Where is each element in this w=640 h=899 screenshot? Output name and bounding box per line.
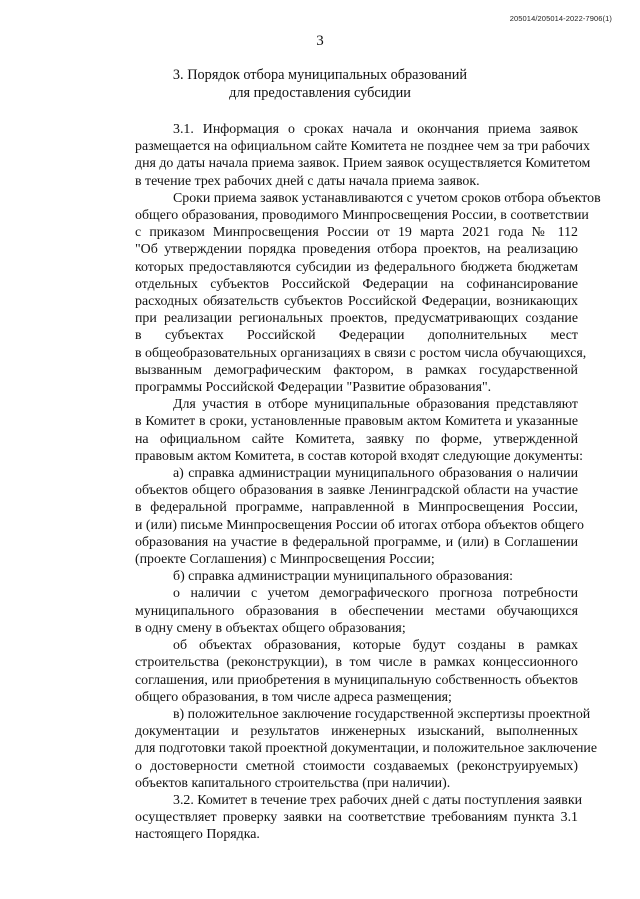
text-line: общего образования, в том числе адреса размещения; (135, 689, 452, 705)
text-line: общего образования, проводимого Минпросвещения России, в соответствии (135, 208, 589, 224)
text-line: правовым актом Комитета, в состав которой входят следующие документы: (135, 448, 583, 464)
text-line: в) положительное заключение государственной экспертизы проектной (173, 706, 591, 722)
text-line: в одну смену в объектах общего образования; (135, 620, 406, 636)
text-line: в субъектах Российской Федерации дополнительных мест (135, 328, 578, 344)
text-line: "Об утверждении порядка проведения отбора проектов, на реализацию (135, 242, 578, 258)
paragraph-3-2 (97, 792, 583, 844)
text-line: размещается на официальном сайте Комитета не позднее чем за три рабочих (135, 139, 590, 155)
paragraph-item-v (97, 706, 598, 792)
paragraph-item-b (97, 568, 578, 585)
text-line: с приказом Минпросвещения России от 19 марта 2021 года № 112 (135, 225, 578, 241)
document-id: 205014/205014-2022-7906(1) (509, 14, 612, 23)
text-line: и (или) письме Минпросвещения России об итогах отбора объектов общего (135, 517, 584, 533)
page-number: 3 (316, 33, 324, 49)
text-line: вызванным демографическим фактором, в рамках государственной (135, 362, 578, 378)
text-line: об объектах образования, которые будут созданы в рамках (173, 638, 578, 654)
section-title-line: 3. Порядок отбора муниципальных образований (172, 67, 468, 83)
text-line: объектов капитального строительства (при наличии). (135, 775, 451, 791)
text-line: в течение трех рабочих дней с даты начала приема заявок. (135, 173, 480, 189)
paragraph-item-b-demand (97, 585, 578, 637)
text-line: о достоверности сметной стоимости создаваемых (реконструируемых) (135, 758, 578, 774)
text-line: документации и результатов инженерных изысканий, выполненных (135, 724, 578, 740)
text-line: на официальном сайте Комитета, заявку по форме, утвержденной (135, 431, 578, 447)
text-line: осуществляет проверку заявки на соответствие требованиям пункта 3.1 (135, 810, 578, 826)
text-line: 3.1. Информация о сроках начала и окончания приема заявок (173, 122, 578, 137)
text-line: строительства (реконструкции), в том числе в рамках концессионного (135, 655, 578, 671)
text-line: программы Российской Федерации "Развитие образования". (135, 380, 492, 396)
text-line: образования на участие в федеральной программе, и (или) в Соглашении (135, 534, 578, 550)
text-line: которых предоставляются субсидии из федерального бюджета бюджетам (135, 259, 578, 275)
text-line: объектов общего образования в заявке Ленинградской области на участие (135, 483, 578, 499)
text-line: для подготовки такой проектной документации, и положительное заключение (135, 741, 598, 757)
section-title (0, 66, 640, 102)
text-line: а) справка администрации муниципального образования о наличии (173, 466, 578, 482)
text-line: (проекте Соглашения) с Минпросвещения России; (135, 552, 435, 568)
paragraph-item-b-objects (97, 637, 578, 706)
text-line: настоящего Порядка. (135, 827, 260, 843)
paragraph-participation (97, 396, 583, 465)
document-body (97, 121, 601, 844)
text-line: при реализации региональных проектов, предусматривающих создание (135, 311, 578, 327)
paragraph-deadlines (97, 190, 601, 396)
text-line: Сроки приема заявок устанавливаются с учетом сроков отбора объектов (173, 190, 601, 206)
text-line: б) справка администрации муниципального образования: (173, 569, 513, 585)
paragraph-item-a (97, 465, 584, 568)
text-line: соглашения, или приобретения в муниципальную собственность объектов (135, 672, 578, 688)
text-line: Для участия в отборе муниципальные образования представляют (173, 397, 578, 413)
text-line: отдельных субъектов Российской Федерации на софинансирование (135, 276, 578, 292)
text-line: муниципального образования в обеспечении местами обучающихся (135, 603, 578, 619)
paragraph-3-1 (97, 121, 591, 190)
text-line: о наличии с учетом демографического прогноза потребности (173, 586, 578, 602)
text-line: 3.2. Комитет в течение трех рабочих дней с даты поступления заявки (173, 792, 583, 808)
text-line: дня до даты начала приема заявок. Прием заявок осуществляется Комитетом (135, 156, 591, 172)
text-line: расходных обязательств субъектов Российской Федерации, возникающих (135, 294, 578, 310)
text-line: в общеобразовательных организациях в связи с ростом числа обучающихся, (135, 345, 587, 361)
text-line: в Комитет в сроки, установленные правовым актом Комитета и указанные (135, 414, 578, 430)
section-title-line: для предоставления субсидии (229, 85, 411, 101)
text-line: в федеральной программе, направленной в Минпросвещения России, (135, 500, 578, 516)
